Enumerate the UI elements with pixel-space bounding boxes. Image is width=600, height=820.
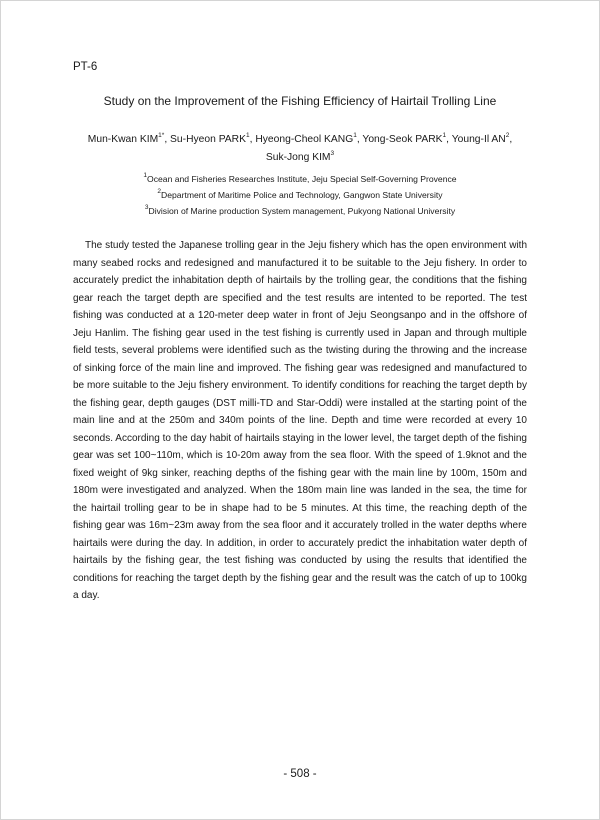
- author-affiliation-mark: 2: [505, 131, 510, 139]
- affiliation-text: Ocean and Fisheries Researches Institute, Jeju Special Self-Governing Provence: [147, 174, 457, 184]
- affiliation-text: Division of Marine production System management, Pukyong National University: [148, 206, 456, 216]
- author: [87, 131, 171, 145]
- author-separator: ,: [356, 134, 363, 145]
- author-name: Young-Il AN: [451, 134, 506, 145]
- author-separator: ,: [164, 134, 171, 145]
- author: [170, 131, 256, 145]
- author-separator: ,: [446, 134, 452, 145]
- author-separator: ,: [249, 134, 256, 145]
- page-number: - 508 -: [283, 768, 317, 780]
- affiliation-number: 3: [144, 204, 149, 212]
- author-affiliation-mark: 3: [330, 149, 335, 157]
- author-affiliation-mark: 1: [353, 131, 357, 139]
- author-name: Hyeong-Cheol KANG: [255, 134, 354, 145]
- affiliation: [80, 203, 520, 219]
- author-name: Yong-Seok PARK: [362, 134, 443, 145]
- author-name: Mun-Kwan KIM: [87, 134, 159, 145]
- paper-title: Study on the Improvement of the Fishing Efficiency of Hairtail Trolling Line: [103, 94, 497, 108]
- session-code: PT-6: [73, 61, 98, 73]
- affiliation: [80, 187, 520, 203]
- author-affiliation-mark: 1*: [158, 131, 165, 139]
- affiliation: [80, 171, 520, 187]
- author: [255, 131, 363, 145]
- affiliation-number: 2: [157, 188, 162, 196]
- affiliation-list: [80, 171, 520, 219]
- author-separator: ,: [509, 134, 513, 145]
- author: [265, 149, 335, 163]
- author-name: Suk-Jong KIM: [265, 152, 331, 163]
- author-affiliation-mark: 1: [245, 131, 250, 139]
- author-list: [80, 131, 520, 167]
- affiliation-text: Department of Maritime Police and Technology, Gangwon State University: [161, 190, 443, 200]
- affiliation-number: 1: [143, 172, 148, 180]
- author: [451, 131, 513, 145]
- author-affiliation-mark: 1: [442, 131, 447, 139]
- abstract-body: The study tested the Japanese trolling gear in the Jeju fishery which has the open environment with many seabed rocks and redesigned and manufactured it to be suitable to the Jeju fishery. In order to accurately predict the inhabitation depth of hairtails by the trolling gear, the conditions that the fishing gear reach the target depth are specified and the test results are intented to be reported. The test fishing was conducted at a 120-meter deep water in front of Jeju Seongsanpo and in the offshore of Jeju Hanlim. The fishing gear used in the test fishing is currently used in Japan and through multiple field tests, several problems were identified such as the twisting during the throwing and the increase of sinking force of the main line and improved. The fishing gear was redesigned and manufactured to be more suitable to the Jeju fishery environment. To identify conditions for reaching the target depth by the fishing gear, depth gauges (DST milli-TD and Star-Oddi) were installed at the starting point of the main line and at the 250m and 340m points of the line. Depth and time were recorded at every 10 seconds. According to the day habit of hairtails staying in the lower level, the target depth of the fishing gear was set 100~110m, which is 10-20m away from the sea floor. With the speed of 1.9knot and the fixed weight of 9kg sinker, reaching depths of the fishing gear with the main line by 100m, 150m and 180m were investigated and analyzed. When the 180m main line was landed in the sea, the time for the hairtail trolling gear to be in shape had to be 5 minutes. At this time, the reaching depth of the fishing gear was 16m~23m away from the sea floor and it accurately trolled in the water depths where hairtails were during the day. In addition, in order to accurately predict the inhabitation water depth of hairtails by the fishing gear, the test fishing was conducted by using the results that identified the conditions for reaching the target depth by the fishing gear and the result was the catch of up to 100kg a day.: [73, 240, 527, 601]
- author-name: Su-Hyeon PARK: [170, 134, 246, 145]
- author: [362, 131, 452, 145]
